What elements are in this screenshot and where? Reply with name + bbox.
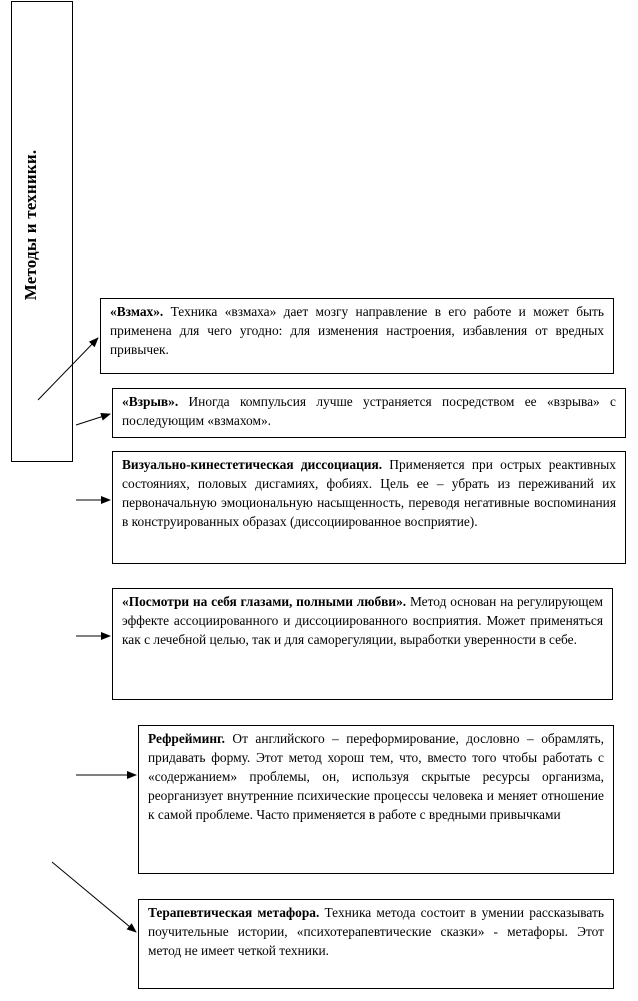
method-box xyxy=(112,451,626,564)
method-description: Применяется при острых реактивных состояниях, половых дисгамиях, фобиях. Цель ее – убрать из переживаний их первоначальную эмоциональную насыщенность, переводя негативные воспоминания в конструированных образах (диссоциированное восприятие). xyxy=(122,457,616,529)
method-box xyxy=(138,899,614,989)
method-title: Визуально-кинестетическая диссоциация. xyxy=(122,457,383,472)
method-description: Техника метода состоит в умении рассказывать поучительные истории, «психотерапевтические сказки» - метафоры. Этот метод не имеет четкой техники. xyxy=(148,905,604,958)
root-node-label: Методы и техники. xyxy=(21,149,40,301)
method-description: Метод основан на регулирующем эффекте ассоциированного и диссоциированного восприятия. Может применяться как с лечебной целью, так и для саморегуляции, выработки уверенности в себе. xyxy=(122,594,603,647)
method-description: От английского – переформирование, дословно – обрамлять, придавать форму. Этот метод хорош тем, что, вместо того чтобы работать с «содержанием» проблемы, он, используя скрытые ресурсы организма, реорганизует внутренние психические процессы человека и меняет отношение к самой проблеме. Часто применяется в работе с вредными привычками xyxy=(148,731,604,822)
method-title: Рефрейминг. xyxy=(148,731,225,746)
method-box xyxy=(138,725,614,874)
method-description: Техника «взмаха» дает мозгу направление в его работе и может быть применена для чего угодно: для изменения настроения, избавления от вредных привычек. xyxy=(110,304,604,357)
arrow-to-method-1 xyxy=(38,338,98,400)
method-box xyxy=(100,298,614,374)
method-box xyxy=(112,388,626,438)
arrow-to-method-6 xyxy=(52,862,136,932)
method-description: Иногда компульсия лучше устраняется посредством ее «взрыва» с последующим «взмахом». xyxy=(122,394,616,428)
method-box xyxy=(112,588,613,700)
method-title: Терапевтическая метафора. xyxy=(148,905,320,920)
arrow-to-method-2 xyxy=(76,414,110,425)
method-title: «Посмотри на себя глазами, полными любви». xyxy=(122,594,407,609)
method-title: «Взрыв». xyxy=(122,394,179,409)
method-title: «Взмах». xyxy=(110,304,164,319)
